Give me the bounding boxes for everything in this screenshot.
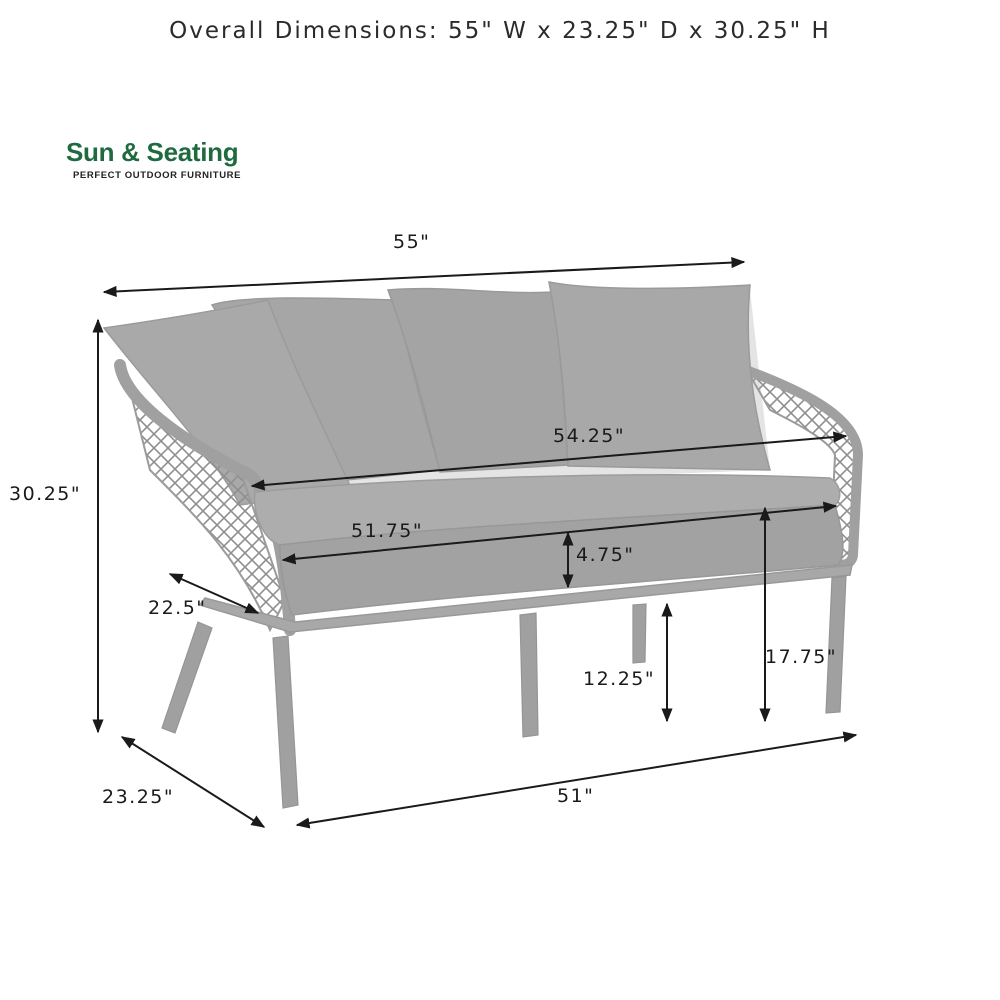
cushion-thickness-label: 4.75" <box>576 544 635 566</box>
leg-back-left <box>162 622 212 733</box>
base-width-line <box>297 735 856 825</box>
brand-name: Sun & Seating <box>66 137 239 167</box>
overall-height-label: 30.25" <box>9 483 82 505</box>
seat-depth-label: 22.5" <box>148 597 207 619</box>
overall-width-line <box>104 262 744 292</box>
leg-front-right <box>826 576 846 713</box>
overall-width-label: 55" <box>393 231 431 253</box>
overall-depth-line <box>122 737 264 827</box>
seat-back-width-label: 54.25" <box>553 425 626 447</box>
overall-dimensions-title: Overall Dimensions: 55" W x 23.25" D x 30.25" H <box>169 18 831 44</box>
loveseat <box>104 282 858 808</box>
seat-width-label: 51.75" <box>351 520 424 542</box>
seat-height-label: 17.75" <box>765 646 838 668</box>
leg-front-left <box>273 636 298 808</box>
leg-back-middle <box>633 604 646 663</box>
leg-height-label: 12.25" <box>583 668 656 690</box>
leg-front-middle <box>520 613 538 737</box>
brand-tagline: PERFECT OUTDOOR FURNITURE <box>73 170 242 181</box>
base-width-label: 51" <box>557 785 595 807</box>
overall-depth-label: 23.25" <box>102 786 175 808</box>
